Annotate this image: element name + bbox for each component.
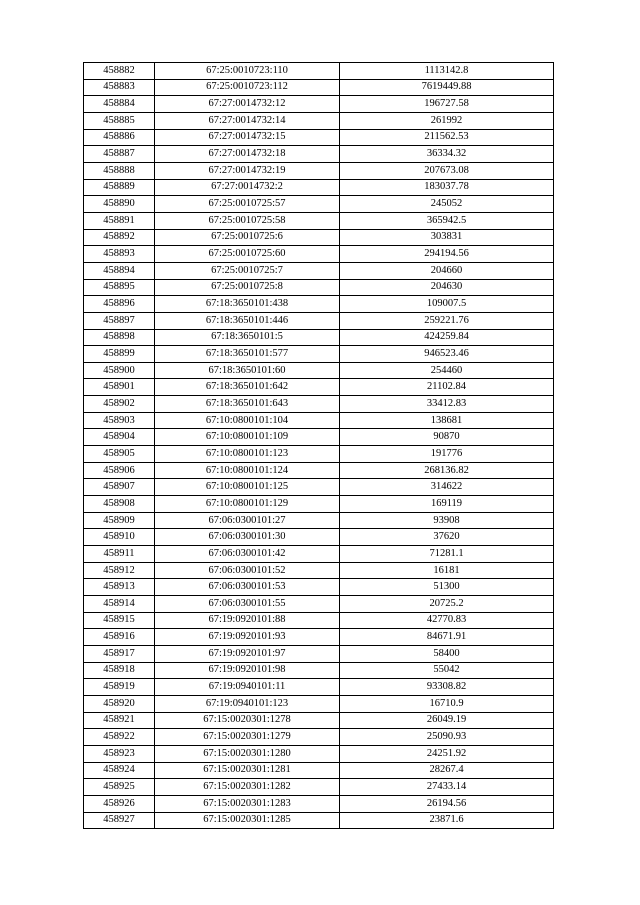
table-row	[84, 496, 554, 513]
table-row	[84, 562, 554, 579]
record-id-cell: 458907	[84, 479, 155, 496]
cadastral-number-cell: 67:18:3650101:577	[155, 346, 340, 363]
record-id-cell: 458893	[84, 246, 155, 263]
amount-cell: 294194.56	[340, 246, 554, 263]
table-row	[84, 429, 554, 446]
cadastral-number-cell: 67:25:0010725:58	[155, 212, 340, 229]
record-id-cell: 458898	[84, 329, 155, 346]
amount-cell: 245052	[340, 196, 554, 213]
record-id-cell: 458882	[84, 63, 155, 80]
amount-cell: 33412.83	[340, 396, 554, 413]
amount-cell: 138681	[340, 412, 554, 429]
table-row	[84, 645, 554, 662]
table-row	[84, 679, 554, 696]
record-id-cell: 458924	[84, 762, 155, 779]
amount-cell: 90870	[340, 429, 554, 446]
amount-cell: 55042	[340, 662, 554, 679]
records-table	[83, 62, 554, 829]
cadastral-number-cell: 67:27:0014732:2	[155, 179, 340, 196]
record-id-cell: 458920	[84, 695, 155, 712]
table-row	[84, 112, 554, 129]
cadastral-number-cell: 67:18:3650101:642	[155, 379, 340, 396]
record-id-cell: 458905	[84, 446, 155, 463]
record-id-cell: 458894	[84, 262, 155, 279]
record-id-cell: 458891	[84, 212, 155, 229]
table-row	[84, 346, 554, 363]
amount-cell: 25090.93	[340, 729, 554, 746]
cadastral-number-cell: 67:19:0940101:123	[155, 695, 340, 712]
amount-cell: 259221.76	[340, 312, 554, 329]
amount-cell: 1113142.8	[340, 63, 554, 80]
amount-cell: 254460	[340, 362, 554, 379]
cadastral-number-cell: 67:18:3650101:643	[155, 396, 340, 413]
table-row	[84, 712, 554, 729]
table-row	[84, 279, 554, 296]
record-id-cell: 458901	[84, 379, 155, 396]
cadastral-number-cell: 67:25:0010725:57	[155, 196, 340, 213]
record-id-cell: 458916	[84, 629, 155, 646]
cadastral-number-cell: 67:15:0020301:1280	[155, 745, 340, 762]
amount-cell: 27433.14	[340, 779, 554, 796]
table-row	[84, 96, 554, 113]
table-row	[84, 362, 554, 379]
cadastral-number-cell: 67:25:0010723:110	[155, 63, 340, 80]
record-id-cell: 458912	[84, 562, 155, 579]
table-row	[84, 63, 554, 80]
amount-cell: 204660	[340, 262, 554, 279]
amount-cell: 20725.2	[340, 596, 554, 613]
record-id-cell: 458925	[84, 779, 155, 796]
amount-cell: 93308.82	[340, 679, 554, 696]
cadastral-number-cell: 67:15:0020301:1283	[155, 795, 340, 812]
amount-cell: 23871.6	[340, 812, 554, 829]
cadastral-number-cell: 67:18:3650101:60	[155, 362, 340, 379]
amount-cell: 42770.83	[340, 612, 554, 629]
amount-cell: 196727.58	[340, 96, 554, 113]
record-id-cell: 458900	[84, 362, 155, 379]
record-id-cell: 458902	[84, 396, 155, 413]
cadastral-number-cell: 67:15:0020301:1285	[155, 812, 340, 829]
record-id-cell: 458915	[84, 612, 155, 629]
table-row	[84, 795, 554, 812]
cadastral-number-cell: 67:18:3650101:446	[155, 312, 340, 329]
cadastral-number-cell: 67:27:0014732:19	[155, 162, 340, 179]
record-id-cell: 458909	[84, 512, 155, 529]
cadastral-number-cell: 67:18:3650101:5	[155, 329, 340, 346]
amount-cell: 211562.53	[340, 129, 554, 146]
cadastral-number-cell: 67:19:0940101:11	[155, 679, 340, 696]
amount-cell: 261992	[340, 112, 554, 129]
table-row	[84, 462, 554, 479]
table-row	[84, 479, 554, 496]
amount-cell: 37620	[340, 529, 554, 546]
table-row	[84, 812, 554, 829]
cadastral-number-cell: 67:25:0010723:112	[155, 79, 340, 96]
record-id-cell: 458913	[84, 579, 155, 596]
record-id-cell: 458887	[84, 146, 155, 163]
table-row	[84, 162, 554, 179]
cadastral-number-cell: 67:15:0020301:1279	[155, 729, 340, 746]
amount-cell: 314622	[340, 479, 554, 496]
table-row	[84, 129, 554, 146]
cadastral-number-cell: 67:27:0014732:15	[155, 129, 340, 146]
record-id-cell: 458904	[84, 429, 155, 446]
cadastral-number-cell: 67:18:3650101:438	[155, 296, 340, 313]
amount-cell: 26194.56	[340, 795, 554, 812]
record-id-cell: 458917	[84, 645, 155, 662]
cadastral-number-cell: 67:06:0300101:30	[155, 529, 340, 546]
cadastral-number-cell: 67:15:0020301:1281	[155, 762, 340, 779]
record-id-cell: 458888	[84, 162, 155, 179]
record-id-cell: 458895	[84, 279, 155, 296]
table-row	[84, 146, 554, 163]
table-row	[84, 662, 554, 679]
amount-cell: 7619449.88	[340, 79, 554, 96]
cadastral-number-cell: 67:06:0300101:27	[155, 512, 340, 529]
table-row	[84, 579, 554, 596]
cadastral-number-cell: 67:10:0800101:109	[155, 429, 340, 446]
record-id-cell: 458890	[84, 196, 155, 213]
cadastral-number-cell: 67:10:0800101:123	[155, 446, 340, 463]
amount-cell: 58400	[340, 645, 554, 662]
cadastral-number-cell: 67:10:0800101:124	[155, 462, 340, 479]
amount-cell: 365942.5	[340, 212, 554, 229]
cadastral-number-cell: 67:06:0300101:52	[155, 562, 340, 579]
amount-cell: 36334.32	[340, 146, 554, 163]
amount-cell: 191776	[340, 446, 554, 463]
cadastral-number-cell: 67:19:0920101:93	[155, 629, 340, 646]
table-row	[84, 729, 554, 746]
cadastral-number-cell: 67:06:0300101:53	[155, 579, 340, 596]
amount-cell: 84671.91	[340, 629, 554, 646]
table-row	[84, 546, 554, 563]
record-id-cell: 458910	[84, 529, 155, 546]
amount-cell: 93908	[340, 512, 554, 529]
cadastral-number-cell: 67:25:0010725:8	[155, 279, 340, 296]
cadastral-number-cell: 67:06:0300101:42	[155, 546, 340, 563]
table-row	[84, 779, 554, 796]
record-id-cell: 458926	[84, 795, 155, 812]
cadastral-number-cell: 67:19:0920101:97	[155, 645, 340, 662]
record-id-cell: 458884	[84, 96, 155, 113]
table-row	[84, 446, 554, 463]
record-id-cell: 458922	[84, 729, 155, 746]
cadastral-number-cell: 67:10:0800101:129	[155, 496, 340, 513]
record-id-cell: 458911	[84, 546, 155, 563]
table-row	[84, 612, 554, 629]
record-id-cell: 458897	[84, 312, 155, 329]
amount-cell: 71281.1	[340, 546, 554, 563]
table-row	[84, 412, 554, 429]
amount-cell: 183037.78	[340, 179, 554, 196]
table-row	[84, 79, 554, 96]
record-id-cell: 458899	[84, 346, 155, 363]
record-id-cell: 458883	[84, 79, 155, 96]
table-row	[84, 262, 554, 279]
amount-cell: 303831	[340, 229, 554, 246]
table-row	[84, 329, 554, 346]
record-id-cell: 458914	[84, 596, 155, 613]
record-id-cell: 458896	[84, 296, 155, 313]
table-row	[84, 529, 554, 546]
table-row	[84, 596, 554, 613]
amount-cell: 109007.5	[340, 296, 554, 313]
table-row	[84, 629, 554, 646]
amount-cell: 424259.84	[340, 329, 554, 346]
cadastral-number-cell: 67:25:0010725:60	[155, 246, 340, 263]
table-row	[84, 196, 554, 213]
record-id-cell: 458892	[84, 229, 155, 246]
amount-cell: 16710.9	[340, 695, 554, 712]
amount-cell: 268136.82	[340, 462, 554, 479]
table-row	[84, 296, 554, 313]
cadastral-number-cell: 67:27:0014732:12	[155, 96, 340, 113]
cadastral-number-cell: 67:15:0020301:1282	[155, 779, 340, 796]
amount-cell: 207673.08	[340, 162, 554, 179]
table-row	[84, 212, 554, 229]
record-id-cell: 458889	[84, 179, 155, 196]
amount-cell: 946523.46	[340, 346, 554, 363]
cadastral-number-cell: 67:10:0800101:125	[155, 479, 340, 496]
record-id-cell: 458923	[84, 745, 155, 762]
amount-cell: 51300	[340, 579, 554, 596]
table-row	[84, 396, 554, 413]
record-id-cell: 458919	[84, 679, 155, 696]
record-id-cell: 458918	[84, 662, 155, 679]
table-row	[84, 179, 554, 196]
cadastral-number-cell: 67:19:0920101:98	[155, 662, 340, 679]
records-table-body	[84, 63, 554, 829]
table-row	[84, 379, 554, 396]
table-row	[84, 246, 554, 263]
cadastral-number-cell: 67:06:0300101:55	[155, 596, 340, 613]
table-row	[84, 762, 554, 779]
record-id-cell: 458906	[84, 462, 155, 479]
table-row	[84, 745, 554, 762]
table-row	[84, 695, 554, 712]
table-row	[84, 512, 554, 529]
cadastral-number-cell: 67:15:0020301:1278	[155, 712, 340, 729]
amount-cell: 16181	[340, 562, 554, 579]
record-id-cell: 458885	[84, 112, 155, 129]
amount-cell: 204630	[340, 279, 554, 296]
amount-cell: 28267.4	[340, 762, 554, 779]
amount-cell: 26049.19	[340, 712, 554, 729]
record-id-cell: 458886	[84, 129, 155, 146]
amount-cell: 169119	[340, 496, 554, 513]
cadastral-number-cell: 67:25:0010725:6	[155, 229, 340, 246]
record-id-cell: 458927	[84, 812, 155, 829]
table-row	[84, 229, 554, 246]
amount-cell: 24251.92	[340, 745, 554, 762]
cadastral-number-cell: 67:27:0014732:18	[155, 146, 340, 163]
cadastral-number-cell: 67:27:0014732:14	[155, 112, 340, 129]
cadastral-number-cell: 67:25:0010725:7	[155, 262, 340, 279]
record-id-cell: 458921	[84, 712, 155, 729]
record-id-cell: 458908	[84, 496, 155, 513]
record-id-cell: 458903	[84, 412, 155, 429]
cadastral-number-cell: 67:10:0800101:104	[155, 412, 340, 429]
amount-cell: 21102.84	[340, 379, 554, 396]
table-row	[84, 312, 554, 329]
cadastral-number-cell: 67:19:0920101:88	[155, 612, 340, 629]
